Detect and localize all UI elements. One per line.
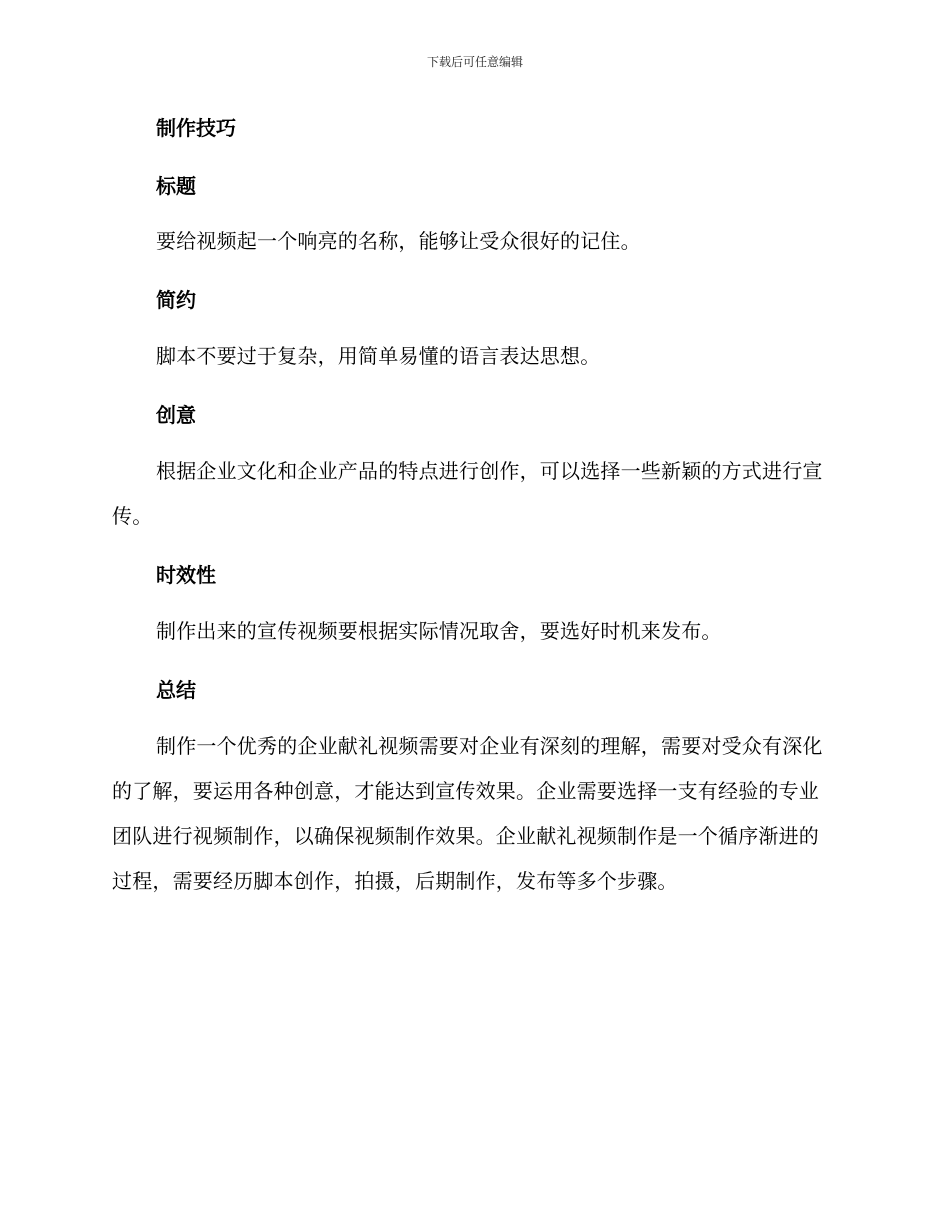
paragraph-creativity: 根据企业文化和企业产品的特点进行创作，可以选择一些新颖的方式进行宣传。 <box>112 459 823 528</box>
heading-summary: 总结 <box>156 678 196 702</box>
heading-timeliness: 时效性 <box>156 563 216 587</box>
paragraph-timeliness: 制作出来的宣传视频要根据实际情况取舍，要选好时机来发布。 <box>156 619 722 643</box>
section-title: 制作技巧 <box>156 116 236 140</box>
heading-creativity: 创意 <box>156 403 196 427</box>
paragraph-summary: 制作一个优秀的企业献礼视频需要对企业有深刻的理解，需要对受众有深化的了解，要运用各种创意，才能达到宣传效果。企业需要选择一支有经验的专业团队进行视频制作，以确保视频制作效果。企业献礼视频制作是一个循序渐进的过程，需要经历脚本创作，拍摄，后期制作，发布等多个步骤。 <box>112 734 823 893</box>
paragraph-title: 要给视频起一个响亮的名称，能够让受众很好的记住。 <box>156 229 641 253</box>
heading-title: 标题 <box>156 174 196 198</box>
heading-concise: 简约 <box>156 288 196 312</box>
page-header: 下载后可任意编辑 <box>426 55 523 69</box>
paragraph-concise: 脚本不要过于复杂，用简单易懂的语言表达思想。 <box>156 344 601 368</box>
